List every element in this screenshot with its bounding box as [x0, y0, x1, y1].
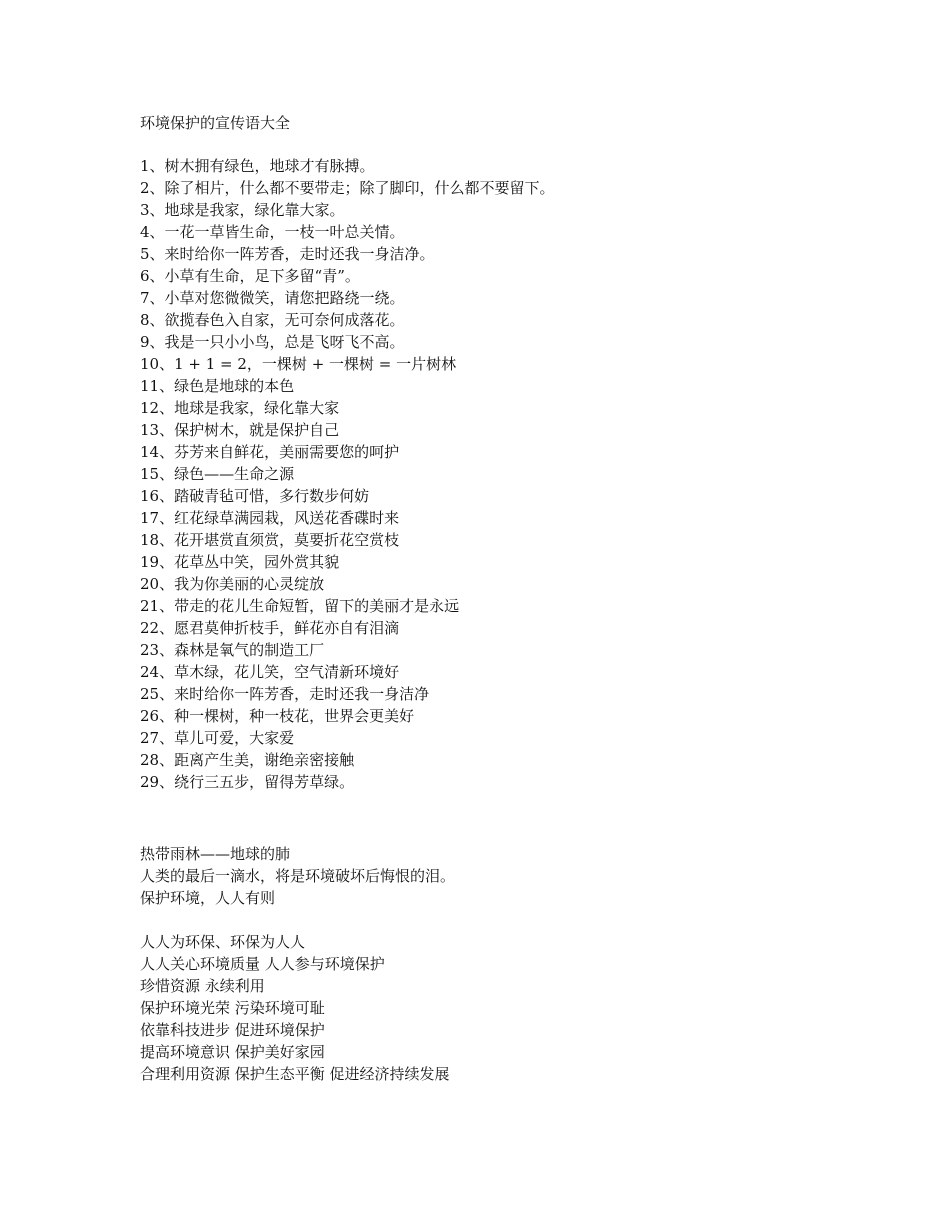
list-item: 24、草木绿，花儿笑，空气清新环境好 [140, 663, 400, 681]
list-item: 12、地球是我家，绿化靠大家 [140, 399, 340, 417]
list-item: 19、花草丛中笑，园外赏其貌 [140, 553, 340, 571]
list-item: 13、保护树木，就是保护自己 [140, 421, 340, 439]
list-item: 8、欲揽春色入自家，无可奈何成落花。 [140, 311, 405, 329]
list-item: 3、地球是我家，绿化靠大家。 [140, 201, 345, 219]
list-item: 23、森林是氧气的制造工厂 [140, 641, 325, 659]
list-item: 热带雨林——地球的肺 [140, 845, 291, 863]
list-item: 26、种一棵树，种一枝花，世界会更美好 [140, 707, 415, 725]
list-item: 珍惜资源 永续利用 [140, 977, 265, 995]
list-item: 27、草儿可爱，大家爱 [140, 729, 295, 747]
list-item: 保护环境光荣 污染环境可耻 [140, 999, 325, 1017]
list-item: 16、踏破青毡可惜，多行数步何妨 [140, 487, 370, 505]
document-page [140, 0, 920, 1230]
list-item: 11、绿色是地球的本色 [140, 377, 295, 395]
numbered-slogan-list [140, 155, 555, 793]
list-item: 依靠科技进步 促进环境保护 [140, 1021, 325, 1039]
list-item: 6、小草有生命，足下多留“青”。 [140, 267, 360, 285]
list-item: 18、花开堪赏直须赏，莫要折花空赏枝 [140, 531, 400, 549]
list-item: 10、1 + 1 = 2，一棵树 + 一棵树 = 一片树林 [140, 355, 457, 373]
list-item: 28、距离产生美，谢绝亲密接触 [140, 751, 355, 769]
list-item: 人人关心环境质量 人人参与环境保护 [140, 955, 385, 973]
document-title: 环境保护的宣传语大全 [140, 114, 291, 132]
list-item: 29、绕行三五步，留得芳草绿。 [140, 773, 355, 791]
list-item: 人类的最后一滴水，将是环境破坏后悔恨的泪。 [140, 867, 456, 885]
list-item: 15、绿色——生命之源 [140, 465, 295, 483]
list-item: 合理利用资源 保护生态平衡 促进经济持续发展 [140, 1065, 450, 1083]
list-item: 2、除了相片，什么都不要带走；除了脚印，什么都不要留下。 [140, 179, 555, 197]
rainforest-lines [140, 843, 455, 909]
list-item: 7、小草对您微微笑，请您把路绕一绕。 [140, 289, 405, 307]
list-item: 保护环境，人人有则 [140, 889, 276, 907]
list-item: 1、树木拥有绿色，地球才有脉搏。 [140, 157, 375, 175]
list-item: 9、我是一只小小鸟，总是飞呀飞不高。 [140, 333, 405, 351]
list-item: 提高环境意识 保护美好家园 [140, 1043, 325, 1061]
list-item: 14、芬芳来自鲜花，美丽需要您的呵护 [140, 443, 400, 461]
list-item: 5、来时给你一阵芳香，走时还我一身洁净。 [140, 245, 435, 263]
list-item: 4、一花一草皆生命，一枝一叶总关情。 [140, 223, 405, 241]
list-item: 22、愿君莫伸折枝手，鲜花亦自有泪滴 [140, 619, 400, 637]
list-item: 20、我为你美丽的心灵绽放 [140, 575, 325, 593]
short-slogan-list [140, 931, 450, 1085]
list-item: 25、来时给你一阵芳香，走时还我一身洁净 [140, 685, 430, 703]
list-item: 17、红花绿草满园栽，风送花香碟时来 [140, 509, 400, 527]
list-item: 21、带走的花儿生命短暂，留下的美丽才是永远 [140, 597, 460, 615]
list-item: 人人为环保、环保为人人 [140, 933, 306, 951]
